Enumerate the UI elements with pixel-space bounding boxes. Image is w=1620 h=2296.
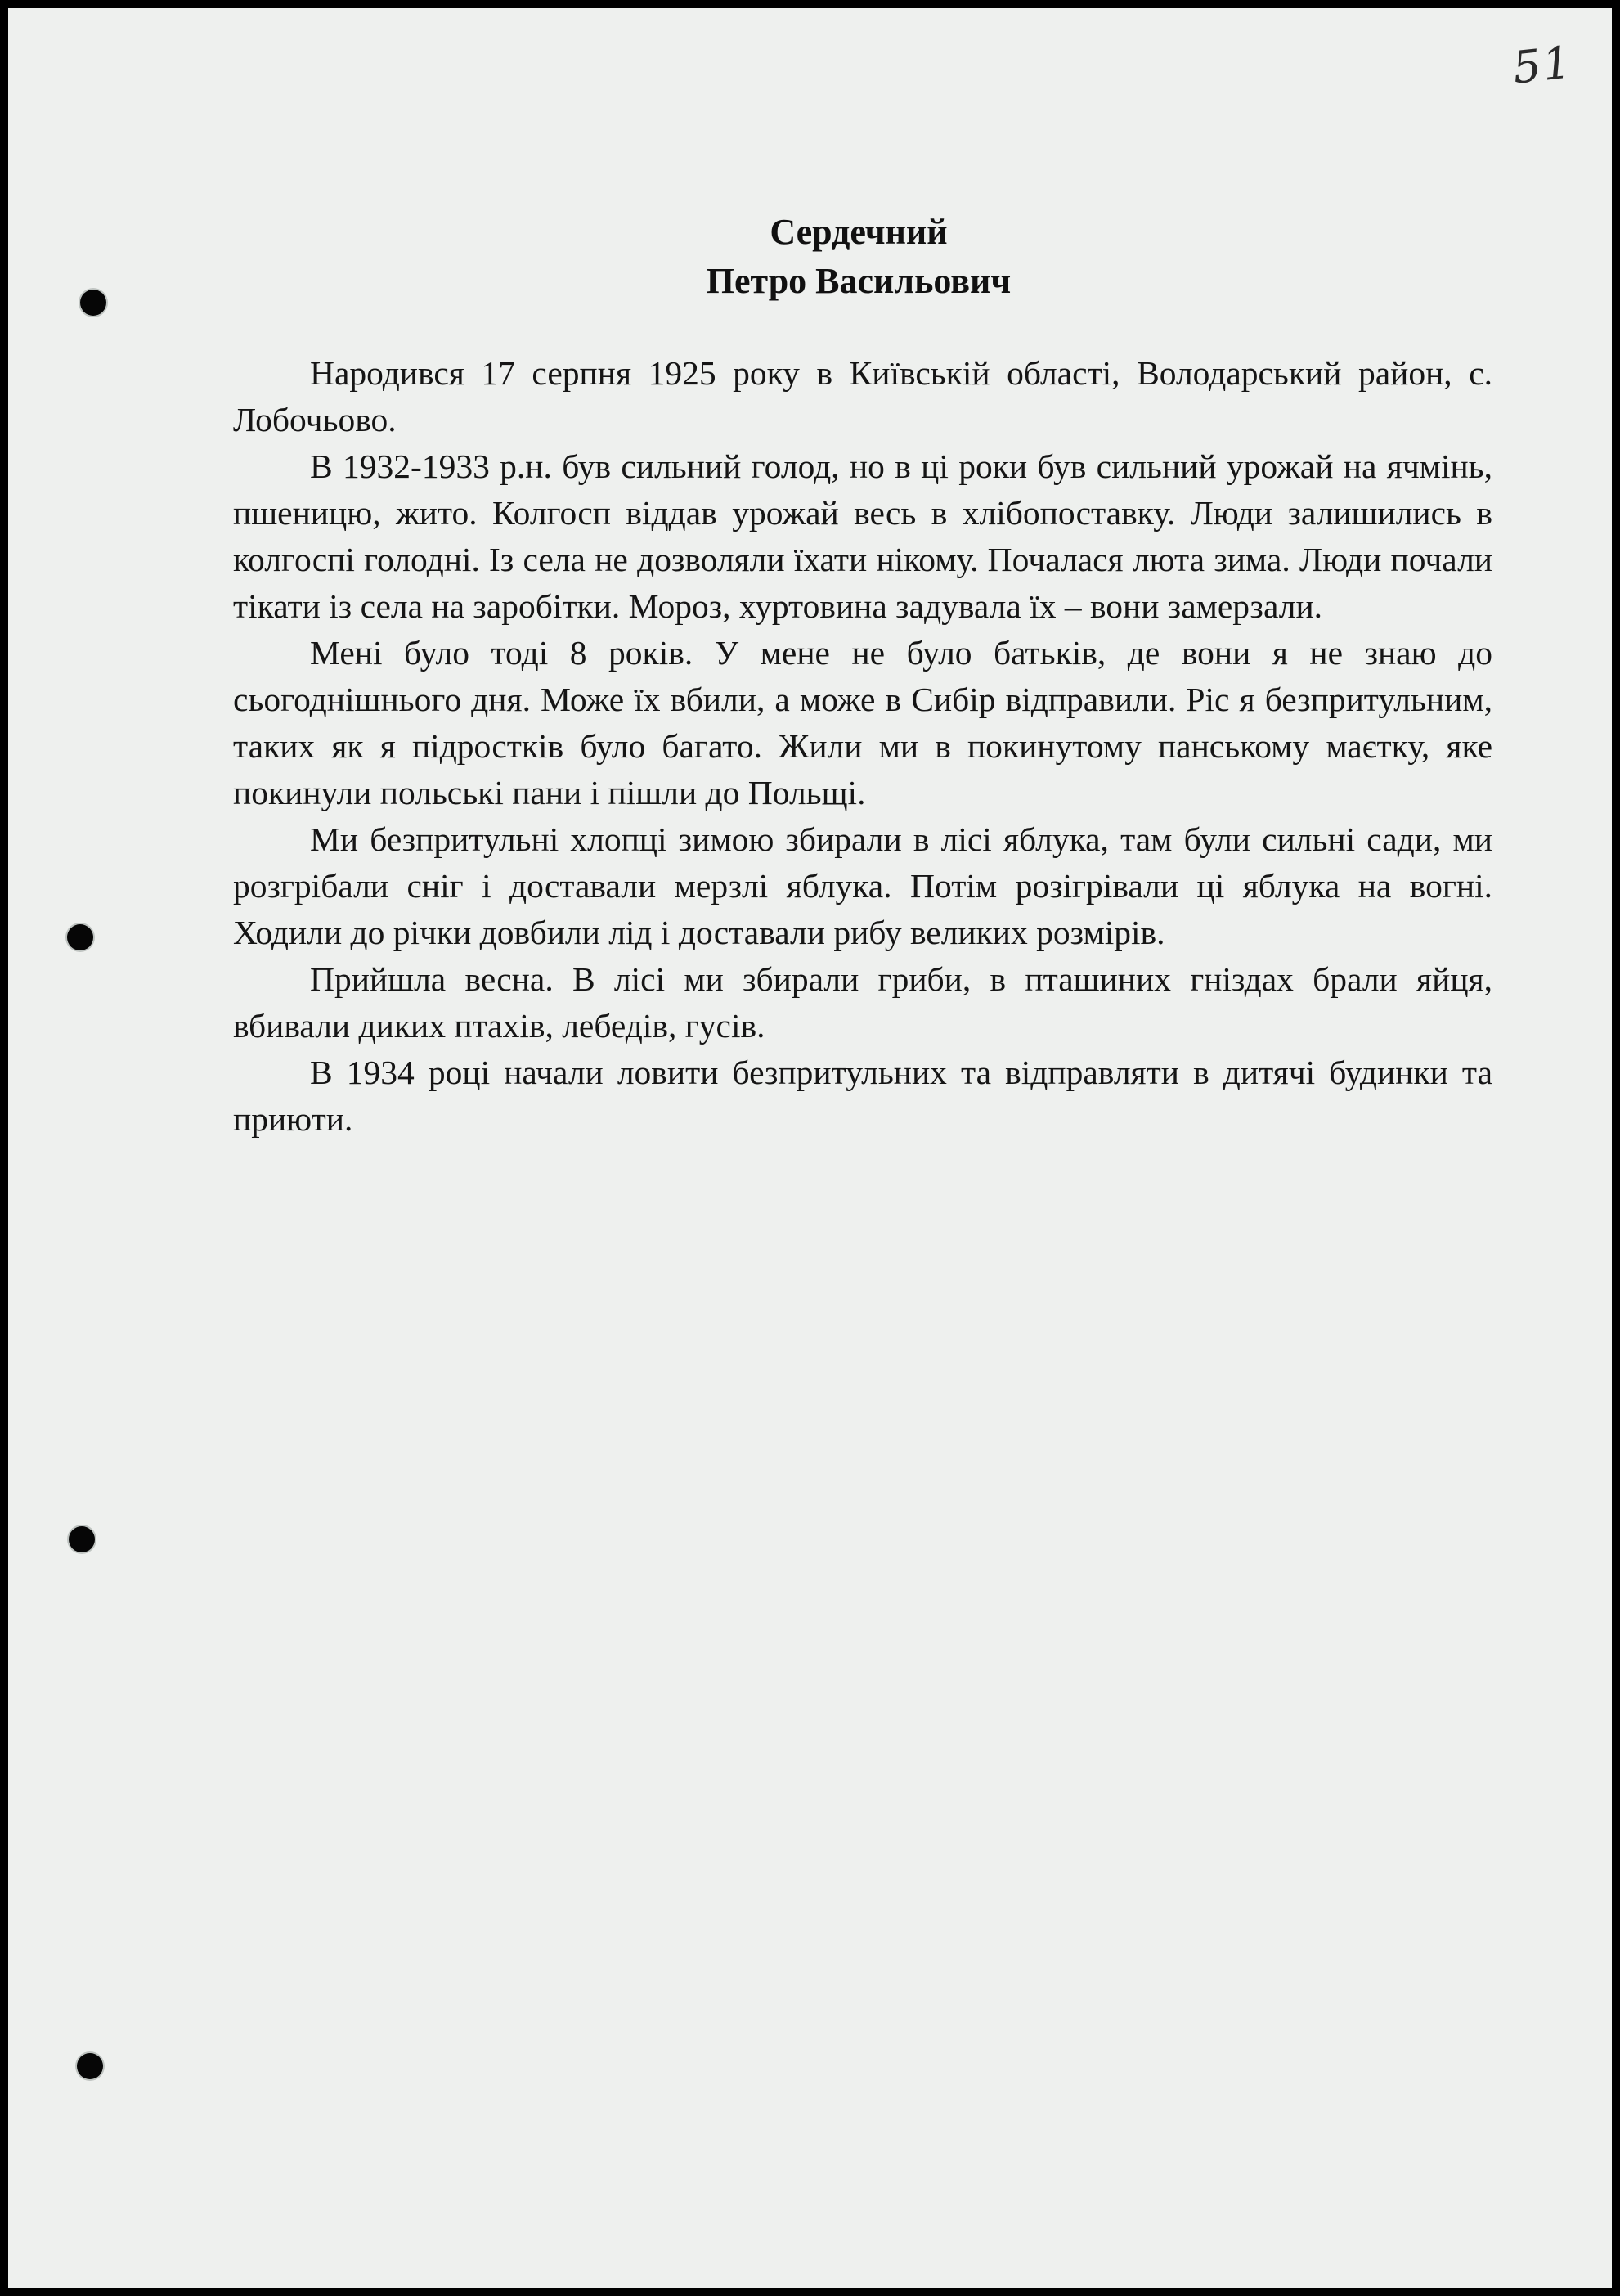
paragraph: В 1934 році начали ловити безпритульних та відправляти в дитячі будинки та приюти. (233, 1054, 1492, 1138)
punch-hole-mark (67, 924, 93, 950)
punch-hole-mark (77, 2053, 103, 2079)
paragraph: Мені було тоді 8 років. У мене не було батьків, де вони я не знаю до сьогоднішнього дня. Може їх вбили, а може в Сибір відправили. Ріс я безпритульним, таких як я підростків було багато. Жили ми в покинутому панському маєтку, яке покинули польські пани і пішли до Польщі. (233, 634, 1492, 811)
document-page (8, 8, 1612, 2288)
document-body (233, 350, 1492, 1143)
title-name: Петро Васильович (706, 261, 1012, 301)
title-surname: Сердечний (770, 212, 948, 252)
paragraph: Прийшла весна. В лісі ми збирали гриби, в пташиних гніздах брали яйця, вбивали диких птахів, лебедів, гусів. (233, 960, 1492, 1045)
paragraph: Народився 17 серпня 1925 року в Київській області, Володарський район, с. Лобочьово. (233, 354, 1492, 438)
paragraph: В 1932-1933 р.н. був сильний голод, но в ці роки був сильний урожай на ячмінь, пшеницю, жито. Колгосп віддав урожай весь в хлібопоставку. Люди залишились в колгоспі голодні. Із села не дозволяли їхати нікому. Почалася люта зима. Люди почали тікати із села на заробітки. Мороз, хуртовина задувала їх – вони замерзали. (233, 447, 1492, 625)
handwritten-page-number: 51 (1510, 36, 1575, 94)
punch-hole-mark (69, 1526, 95, 1552)
paragraph: Ми безпритульні хлопці зимою збирали в лісі яблука, там були сильні сади, ми розгрібали сніг і доставали мерзлі яблука. Потім розігрівали ці яблука на вогні. Ходили до річки довбили лід і доставали рибу великих розмірів. (233, 820, 1492, 951)
document-title (8, 208, 1612, 306)
